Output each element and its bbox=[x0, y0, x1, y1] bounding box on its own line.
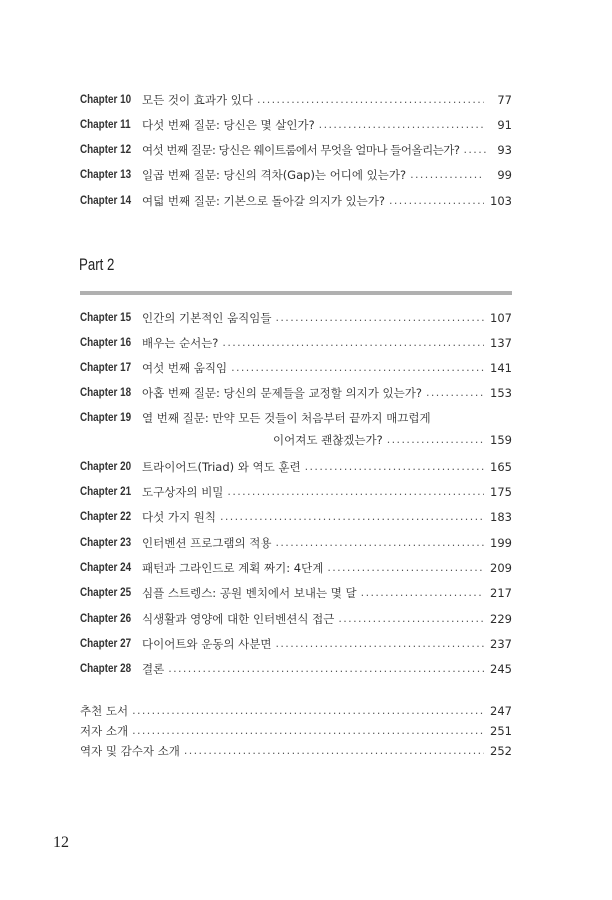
page-number: 252 bbox=[490, 744, 512, 758]
toc-entry bbox=[80, 722, 512, 740]
chapter-number: Chapter 19 bbox=[80, 412, 132, 424]
page-number: 107 bbox=[490, 311, 512, 325]
chapter-title: 식생활과 영양에 대한 인터벤션식 접근 bbox=[142, 612, 335, 626]
page-number: 251 bbox=[490, 724, 512, 738]
chapter-title: 다섯 번째 질문: 당신은 몇 살인가? bbox=[142, 118, 315, 132]
chapter-title: 다이어트와 운동의 사분면 bbox=[142, 637, 272, 651]
toc-entry-continuation bbox=[80, 431, 512, 449]
leader-dots bbox=[132, 702, 484, 720]
section-title: 역자 및 감수자 소개 bbox=[80, 744, 180, 758]
leader-dots bbox=[168, 660, 484, 678]
chapter-title: 심플 스트렝스: 공원 벤치에서 보내는 몇 달 bbox=[142, 586, 357, 600]
chapter-title-continued: 이어져도 괜찮겠는가? bbox=[273, 433, 383, 447]
page-number: 153 bbox=[490, 386, 512, 400]
chapter-title: 트라이어드(Triad) 와 역도 훈련 bbox=[142, 460, 301, 474]
page-number: 245 bbox=[490, 662, 512, 676]
chapter-number: Chapter 14 bbox=[80, 195, 132, 207]
toc-entry bbox=[80, 192, 512, 210]
leader-dots bbox=[222, 334, 484, 352]
chapter-title: 인터벤션 프로그램의 적용 bbox=[142, 536, 272, 550]
toc-entry bbox=[80, 166, 512, 184]
toc-entry bbox=[80, 91, 512, 109]
leader-dots bbox=[410, 166, 484, 184]
leader-dots bbox=[426, 384, 484, 402]
chapter-number: Chapter 10 bbox=[80, 94, 132, 106]
chapter-number: Chapter 24 bbox=[80, 562, 132, 574]
part-divider bbox=[80, 291, 512, 295]
chapter-number: Chapter 16 bbox=[80, 337, 132, 349]
chapter-number: Chapter 13 bbox=[80, 169, 132, 181]
leader-dots bbox=[227, 483, 484, 501]
chapter-number: Chapter 27 bbox=[80, 638, 132, 650]
leader-dots bbox=[132, 722, 484, 740]
chapter-title: 패턴과 그라인드로 계획 짜기: 4단계 bbox=[142, 561, 324, 575]
page-number: 77 bbox=[497, 93, 512, 107]
toc-entry bbox=[80, 635, 512, 653]
chapter-number: Chapter 17 bbox=[80, 362, 132, 374]
toc-entry bbox=[80, 141, 512, 159]
leader-dots bbox=[257, 91, 484, 109]
page-number: 217 bbox=[490, 586, 512, 600]
chapter-number: Chapter 15 bbox=[80, 312, 132, 324]
leader-dots bbox=[319, 116, 484, 134]
toc-entry bbox=[80, 359, 512, 377]
leader-dots bbox=[389, 192, 484, 210]
leader-dots bbox=[276, 309, 484, 327]
chapter-number: Chapter 11 bbox=[80, 119, 131, 131]
chapter-title: 여덟 번째 질문: 기본으로 돌아갈 의지가 있는가? bbox=[142, 194, 385, 208]
page-number: 199 bbox=[490, 536, 512, 550]
chapter-number: Chapter 25 bbox=[80, 587, 132, 599]
leader-dots bbox=[231, 359, 484, 377]
part-heading: Part 2 bbox=[79, 255, 115, 274]
chapter-number: Chapter 12 bbox=[80, 144, 132, 156]
leader-dots bbox=[305, 458, 484, 476]
chapter-title: 일곱 번째 질문: 당신의 격차(Gap)는 어디에 있는가? bbox=[142, 168, 407, 182]
toc-entry bbox=[80, 458, 512, 476]
chapter-number: Chapter 18 bbox=[80, 387, 132, 399]
chapter-number: Chapter 23 bbox=[80, 537, 132, 549]
chapter-title: 아홉 번째 질문: 당신의 문제들을 교정할 의지가 있는가? bbox=[142, 386, 422, 400]
chapter-number: Chapter 21 bbox=[80, 486, 132, 498]
toc-entry bbox=[80, 309, 512, 327]
page-number: 103 bbox=[490, 194, 512, 208]
toc-entry bbox=[80, 660, 512, 678]
leader-dots bbox=[464, 141, 486, 159]
page-number: 183 bbox=[490, 510, 512, 524]
chapter-title: 다섯 가지 원칙 bbox=[142, 510, 216, 524]
toc-entry bbox=[80, 483, 512, 501]
leader-dots bbox=[276, 635, 484, 653]
leader-dots bbox=[387, 431, 484, 449]
toc-entry bbox=[80, 610, 512, 628]
page-number: 175 bbox=[490, 485, 512, 499]
page-number: 99 bbox=[497, 168, 512, 182]
leader-dots bbox=[327, 559, 484, 577]
page-number: 165 bbox=[490, 460, 512, 474]
page-number: 93 bbox=[497, 143, 512, 157]
page-folio: 12 bbox=[53, 834, 69, 851]
chapter-title: 인간의 기본적인 움직임들 bbox=[142, 311, 272, 325]
page-number: 137 bbox=[490, 336, 512, 350]
page-number: 229 bbox=[490, 612, 512, 626]
chapter-number: Chapter 28 bbox=[80, 663, 132, 675]
page-number: 237 bbox=[490, 637, 512, 651]
page-number: 91 bbox=[497, 118, 512, 132]
leader-dots bbox=[276, 534, 484, 552]
chapter-title: 배우는 순서는? bbox=[142, 336, 219, 350]
toc-entry bbox=[80, 534, 512, 552]
toc-entry bbox=[80, 508, 512, 526]
toc-entry bbox=[80, 742, 512, 760]
section-title: 저자 소개 bbox=[80, 724, 129, 738]
chapter-title: 열 번째 질문: 만약 모든 것들이 처음부터 끝까지 매끄럽게 bbox=[142, 411, 431, 425]
leader-dots bbox=[220, 508, 484, 526]
toc-entry bbox=[80, 584, 512, 602]
chapter-title: 도구상자의 비밀 bbox=[142, 485, 224, 499]
toc-entry bbox=[80, 559, 512, 577]
page-number: 159 bbox=[490, 433, 512, 447]
chapter-title: 여섯 번째 질문: 당신은 웨이트룸에서 무엇을 얼마나 들어올리는가? bbox=[142, 143, 460, 157]
section-title: 추천 도서 bbox=[80, 704, 129, 718]
chapter-title: 결론 bbox=[142, 662, 165, 676]
toc-entry bbox=[80, 702, 512, 720]
leader-dots bbox=[361, 584, 484, 602]
leader-dots bbox=[338, 610, 484, 628]
chapter-title: 여섯 번째 움직임 bbox=[142, 361, 228, 375]
chapter-title: 모든 것이 효과가 있다 bbox=[142, 93, 253, 107]
leader-dots bbox=[184, 742, 484, 760]
toc-entry bbox=[80, 334, 512, 352]
toc-entry bbox=[80, 409, 512, 427]
page-number: 247 bbox=[490, 704, 512, 718]
chapter-number: Chapter 26 bbox=[80, 613, 132, 625]
page-number: 209 bbox=[490, 561, 512, 575]
page-number: 141 bbox=[490, 361, 512, 375]
toc-entry bbox=[80, 116, 512, 134]
chapter-number: Chapter 20 bbox=[80, 461, 132, 473]
chapter-number: Chapter 22 bbox=[80, 511, 132, 523]
toc-entry bbox=[80, 384, 512, 402]
